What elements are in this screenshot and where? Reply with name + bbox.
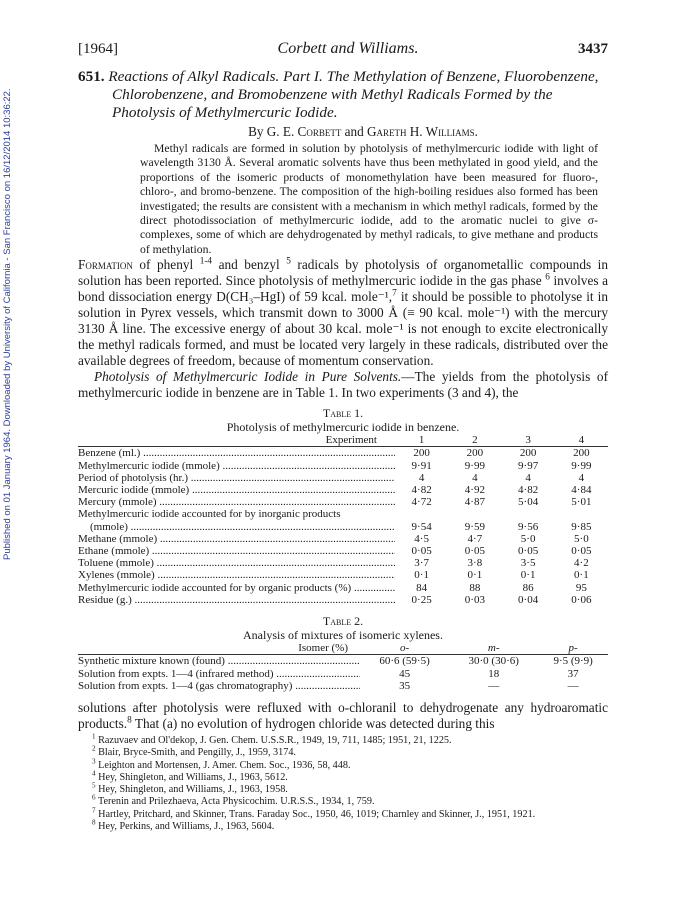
table1-cell: 200 [413, 447, 430, 460]
table1-row-label: Mercuric iodide (mmole) [78, 484, 190, 497]
table1-cell: 4·87 [464, 496, 485, 509]
table2-row [78, 680, 608, 692]
author-1: G. E. Corbett [266, 124, 342, 139]
download-watermark [2, 60, 16, 560]
table1-cell: 86 [522, 581, 534, 594]
reference-number: 7 [92, 806, 96, 815]
table1-cell: 9·54 [411, 520, 432, 533]
table1-header-row [78, 434, 608, 447]
table1-cell: 0·05 [464, 545, 485, 558]
table2-header-row [78, 642, 608, 655]
table1-row-label: Methylmercuric iodide (mmole) [78, 459, 220, 472]
table1-col: 2 [472, 434, 478, 447]
table1-row-label: Methane (mmole) [78, 532, 158, 545]
running-header [78, 40, 608, 58]
table1-cell: 4·5 [414, 532, 429, 545]
table1-header-label: Experiment [325, 434, 377, 447]
reference-number: 6 [92, 794, 96, 802]
table-2 [78, 642, 608, 692]
table1-row-label: (mmole) [90, 520, 128, 533]
reference-item [78, 806, 608, 821]
reference-number: 4 [92, 769, 96, 778]
table1-row-label: Xylenes (mmole) [78, 569, 155, 582]
table2-cell: 60·6 (59·5) [379, 655, 430, 668]
table2-row-label: Solution from expts. 1—4 (infrared method) [78, 667, 274, 680]
table1-cell: 0·1 [574, 569, 589, 582]
table2-label: Table 2. [322, 614, 364, 629]
author-2: Gareth H. Williams. [366, 124, 478, 139]
reference-text: Hey, Shingleton, and Williams, J., 1963, 1958. [98, 784, 288, 796]
header-authors: Corbett and Williams. [277, 40, 419, 57]
table1-row [78, 557, 608, 569]
article-title: Reactions of Alkyl Radicals. Part I. The Methylation of Benzene, Fluorobenzene, Chlorobenzene, and Bromobenzene with Methyl Radicals Formed by the Photolysis of Methylmercuric Iodide. [108, 68, 599, 121]
table2-cell: 18 [488, 667, 500, 680]
table1-cell: 9·91 [411, 459, 432, 472]
header-year: [1964] [78, 41, 118, 57]
intro-paragraph [78, 257, 608, 369]
table1-cell: 4·72 [411, 496, 432, 509]
table1-cell: 3·5 [520, 557, 536, 570]
table-1 [78, 434, 608, 606]
table2-caption [78, 614, 608, 642]
table1-cell: 5·01 [571, 496, 592, 509]
reference-text: Razuvaev and Ol'dekop, J. Gen. Chem. U.S.S.R., 1949, 19, 711, 1485; 1951, 21, 1225. [98, 734, 452, 746]
table1-cell: 84 [416, 581, 428, 594]
table2-cell: — [567, 679, 579, 692]
table1-row-label: Ethane (mmole) [78, 545, 150, 558]
reference-item [78, 769, 608, 784]
table1-col: 3 [525, 434, 531, 447]
table1-row [78, 484, 608, 496]
table1-cell [395, 508, 448, 520]
table1-row [78, 508, 608, 520]
table1-cell: 3·7 [414, 557, 429, 570]
main-text [78, 257, 608, 401]
citation: 6 [545, 272, 550, 283]
reference-item [78, 781, 608, 796]
continuation-text-a: solutions after photolysis were refluxed with o-chloranil to dehydrogenate any hydroaromatic products. [78, 699, 608, 731]
intro-text: radicals by photolysis of organometallic compounds in solution has been reported. Since photolysis of methylmercuric iodide in the gas phase [78, 257, 608, 289]
section-paragraph [78, 369, 608, 401]
table1-cell: 0·05 [411, 545, 432, 558]
table1-cell: 9·56 [518, 520, 539, 533]
table1-row [78, 521, 608, 533]
table2-row-label: Synthetic mixture known (found) [78, 655, 225, 668]
table1-cell: 4·92 [464, 484, 485, 497]
intro-lead: Formation [78, 257, 133, 273]
reference-item [78, 796, 608, 808]
reference-text: Hey, Perkins, and Williams, J., 1963, 5604. [98, 820, 275, 832]
table1-cell: 4·82 [518, 484, 539, 497]
table1-title: Photolysis of methylmercuric iodide in benzene. [226, 420, 460, 435]
reference-text: Leighton and Mortensen, J. Amer. Chem. Soc., 1936, 58, 448. [98, 759, 351, 771]
table1-col: 1 [418, 434, 425, 447]
citation: 8 [127, 715, 132, 726]
table2-cell: 30·0 (30·6) [468, 655, 519, 668]
table2-header-label: Isomer (%) [298, 642, 348, 655]
journal-page [78, 40, 608, 833]
article-number: 651. [78, 68, 105, 85]
reference-text: Blair, Bryce-Smith, and Pengilly, J., 1959, 3174. [98, 747, 296, 759]
continuation-text [78, 700, 608, 732]
table1-row-label: Period of photolysis (hr.) [78, 471, 188, 484]
table1-row-label: Toluene (mmole) [78, 557, 154, 570]
reference-text: Hartley, Pritchard, and Skinner, Trans. Faraday Soc., 1950, 46, 1019; Charnley and Skinner, J., 1951, 1921. [98, 808, 536, 820]
reference-item [78, 744, 608, 759]
table1-cell: 9·97 [518, 459, 539, 472]
citation: 7 [392, 288, 397, 299]
table2-row [78, 655, 608, 668]
section-text: —The yields from the photolysis of methylmercuric iodide in benzene are in Table 1. In two experiments (3 and 4), the [78, 369, 608, 401]
section-heading: Photolysis of Methylmercuric Iodide in Pure Solvents. [94, 369, 402, 385]
table1-cell: 0·03 [464, 593, 485, 606]
table1-cell: 9·59 [464, 520, 485, 533]
table2-col: m- [487, 642, 500, 655]
table1-cell: 4·82 [411, 484, 432, 497]
reference-number: 3 [92, 757, 96, 766]
table1-cell: 0·04 [518, 593, 539, 606]
table1-row-label: Methylmercuric iodide accounted for by organic products (%) [78, 581, 352, 594]
table1-row [78, 533, 608, 545]
table1-cell: 0·25 [411, 593, 432, 606]
table2-cell: 45 [399, 667, 411, 680]
table2-col: p- [568, 642, 578, 655]
table1-row [78, 496, 608, 508]
reference-number: 2 [92, 744, 96, 753]
table1-cell: 95 [575, 581, 587, 594]
table1-col: 4 [578, 434, 585, 447]
table2-col: o- [399, 642, 410, 655]
table1-cell: 5·0 [574, 532, 589, 545]
byline-and: and [344, 124, 364, 139]
table1-cell: 0·05 [571, 545, 592, 558]
citation: 5 [286, 256, 291, 267]
table1-row [78, 472, 608, 484]
reference-text: Hey, Shingleton, and Williams, J., 1963, 5612. [98, 771, 288, 783]
table1-cell: 200 [573, 447, 590, 460]
table1-row [78, 569, 608, 581]
table1-row [78, 582, 608, 594]
table2-cell: 35 [399, 679, 411, 692]
byline-prefix: By [248, 124, 264, 139]
intro-text: of phenyl [132, 257, 200, 273]
reference-number: 8 [92, 818, 96, 827]
table1-cell: 5·04 [518, 496, 539, 509]
download-watermark-text: Published on 01 January 1964. Downloaded by University of California - San Francisco on 16/12/2014 10:36:22. [2, 88, 13, 560]
intro-text: it should be possible to photolyse it in solution in Pyrex vessels, which transmit down to 3000 Å (≡ 90 kcal. mole⁻¹) with the mercury 3130 Å line. The excessive energy of about 30 kcal. mole⁻¹ is not enough to excite electronically the methyl radicals formed, and must be located very largely in these radicals, distributed over the available degrees of freedom, because of momentum conservation. [78, 289, 608, 369]
table1-row-label: Methylmercuric iodide accounted for by inorganic products [78, 508, 341, 521]
table2-cell: 9·5 (9·9) [553, 655, 593, 668]
table1-row-label: Mercury (mmole) [78, 496, 157, 509]
table1-cell: 88 [469, 581, 481, 594]
table1-caption [78, 406, 608, 434]
table2-title: Analysis of mixtures of isomeric xylenes. [243, 628, 443, 643]
table1-cell: 4·7 [467, 532, 483, 545]
continuation-text-b: That (a) no evolution of hydrogen chloride was detected during this [131, 715, 495, 731]
table1-cell: 4 [525, 471, 531, 484]
table1-cell: 200 [519, 447, 537, 460]
reference-number: 1 [92, 732, 96, 741]
reference-item [78, 732, 608, 747]
table2-cell: 37 [567, 667, 579, 680]
table1-row-label: Residue (g.) [78, 593, 132, 606]
table1-cell [448, 508, 501, 520]
table1-cell [502, 508, 555, 520]
citation: 1-4 [199, 256, 213, 267]
table2-row-label: Solution from expts. 1—4 (gas chromatography) [78, 679, 293, 692]
table1-cell: 4 [578, 471, 585, 484]
table1-cell: 0·1 [467, 569, 483, 582]
article-title-block [78, 68, 608, 122]
table1-row [78, 447, 608, 460]
reference-item [78, 757, 608, 772]
table1-cell: 0·05 [518, 545, 539, 558]
table1-label: Table 1. [322, 406, 364, 421]
table1-cell: 9·85 [571, 520, 592, 533]
table1-row [78, 460, 608, 472]
table1-cell: 0·06 [571, 593, 592, 606]
table2-cell: — [488, 679, 500, 692]
reference-item [78, 818, 608, 833]
table1-cell: 4 [472, 471, 478, 484]
table1-cell: 0·1 [520, 569, 536, 582]
table1-cell: 3·8 [467, 557, 483, 570]
footnote-references [78, 732, 608, 833]
table1-cell: 200 [466, 447, 484, 460]
header-page-number: 3437 [578, 41, 608, 57]
table1-cell: 9·99 [571, 459, 592, 472]
reference-number: 5 [92, 781, 96, 790]
table1-cell: 4·2 [574, 557, 589, 570]
table1-cell: 4·84 [571, 484, 592, 497]
table1-cell: 4 [418, 471, 425, 484]
table1-row-label: Benzene (ml.) [78, 447, 141, 460]
byline [118, 124, 608, 140]
table1-cell: 9·99 [464, 459, 485, 472]
table1-cell [555, 508, 608, 520]
reference-text: Terenin and Prilezhaeva, Acta Physicochim. U.R.S.S., 1934, 1, 759. [97, 796, 375, 808]
intro-text: involves a bond dissociation energy D(CH₃–HgI) of 59 kcal. mole⁻¹, [78, 273, 609, 305]
abstract: Methyl radicals are formed in solution by photolysis of methylmercuric iodide with light of wavelength 3130 Å. Several aromatic solvents have thus been methylated in good yield, and the proportions of the isomeric products of monomethylation have been measured for fluoro-, chloro-, and bromo-benzene. The composition of the high-boiling residues also formed has been investigated; the results are consistent with a mechanism in which methyl radicals, formed by the direct photodissociation of methylmercuric iodide, add to the aromatic nuclei to give σ-complexes, some of which are dehydrogenated by methyl radicals, to give methane and products of methylation. [140, 142, 598, 256]
table1-cell: 5·0 [520, 532, 536, 545]
table2-row [78, 668, 608, 680]
table1-cell: 0·1 [414, 569, 429, 582]
table1-row [78, 545, 608, 557]
table1-row [78, 594, 608, 606]
continuation-paragraph [78, 700, 608, 732]
intro-text: and benzyl [212, 257, 287, 273]
